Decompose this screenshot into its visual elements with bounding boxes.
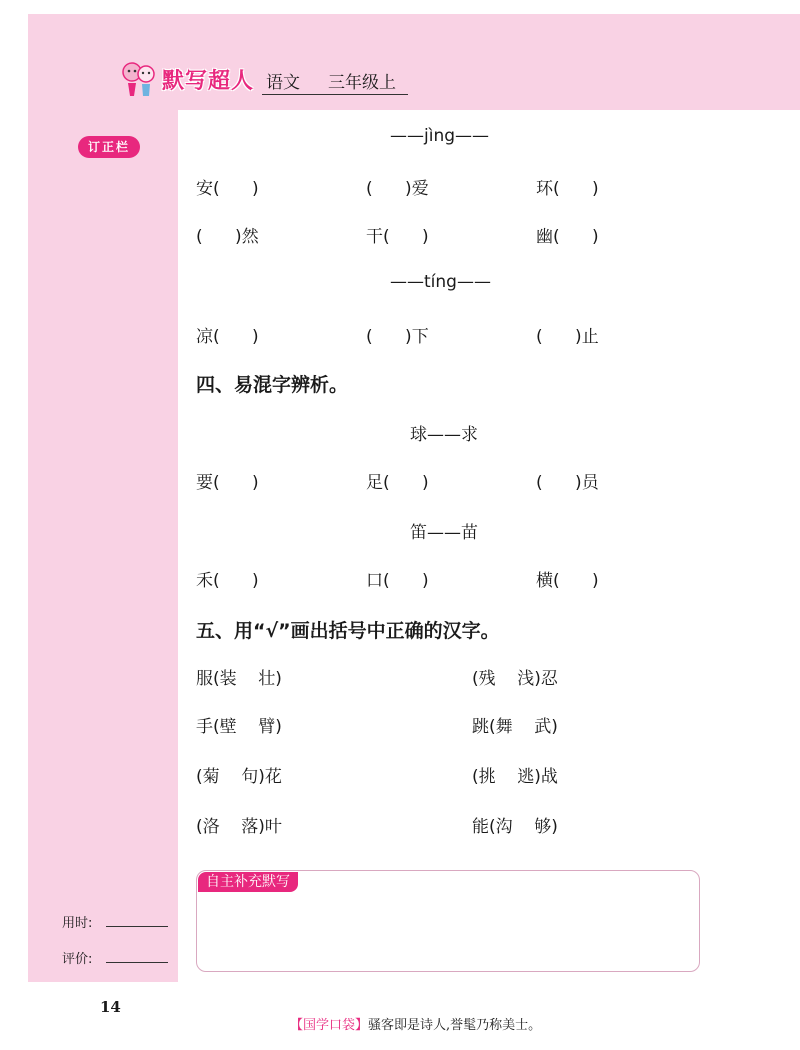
supplement-title: 自主补充默写 bbox=[198, 872, 298, 892]
choice-item: (洛 落)叶 bbox=[196, 817, 282, 837]
exercise-item: 干( ) bbox=[366, 227, 429, 247]
time-input-line[interactable] bbox=[106, 926, 168, 927]
pinyin-label-jing: ——jìng—— bbox=[390, 126, 490, 146]
exercise-item: 安( ) bbox=[196, 179, 259, 199]
exercise-item: 禾( ) bbox=[196, 571, 259, 591]
exercise-item: ( )爱 bbox=[366, 179, 429, 199]
exercise-item: ( )员 bbox=[536, 473, 599, 493]
mascot-logo-icon bbox=[120, 58, 158, 98]
exercise-item: 口( ) bbox=[366, 571, 429, 591]
score-input-line[interactable] bbox=[106, 962, 168, 963]
content-panel bbox=[178, 110, 800, 982]
score-label: 评价: bbox=[62, 952, 93, 967]
choice-item: (挑 逃)战 bbox=[472, 767, 558, 787]
exercise-item: 足( ) bbox=[366, 473, 429, 493]
pair-label-qiu: 球——求 bbox=[410, 425, 478, 445]
exercise-item: ( )止 bbox=[536, 327, 599, 347]
header-grade: 三年级上 bbox=[328, 73, 396, 93]
exercise-item: 横( ) bbox=[536, 571, 599, 591]
exercise-item: 幽( ) bbox=[536, 227, 599, 247]
footer-quote-text: 骚客即是诗人,誉髦乃称美士。 bbox=[368, 1018, 542, 1033]
footer-tag: 【国学口袋】 bbox=[290, 1018, 369, 1033]
time-label: 用时: bbox=[62, 916, 93, 931]
choice-item: 手(壁 臂) bbox=[196, 717, 282, 737]
header-underline bbox=[262, 94, 408, 95]
brand-logo: 默写超人 bbox=[162, 69, 255, 94]
exercise-item: ( )然 bbox=[196, 227, 259, 247]
correction-column-badge: 订正栏 bbox=[78, 136, 140, 158]
choice-item: 跳(舞 武) bbox=[472, 717, 558, 737]
exercise-item: ( )下 bbox=[366, 327, 429, 347]
pinyin-label-ting: ——tíng—— bbox=[390, 272, 491, 292]
exercise-item: 环( ) bbox=[536, 179, 599, 199]
choice-item: 服(装 壮) bbox=[196, 669, 282, 689]
section-heading-4: 四、易混字辨析。 bbox=[196, 374, 349, 396]
choice-item: 能(沟 够) bbox=[472, 817, 558, 837]
header-subject: 语文 bbox=[266, 73, 300, 93]
margin-band bbox=[28, 110, 178, 982]
choice-item: (残 浅)忍 bbox=[472, 669, 558, 689]
section-heading-5: 五、用“√”画出括号中正确的汉字。 bbox=[196, 620, 500, 642]
footer-quote bbox=[290, 1014, 541, 1033]
exercise-item: 凉( ) bbox=[196, 327, 259, 347]
pair-label-di: 笛——苗 bbox=[410, 523, 478, 543]
choice-item: (菊 句)花 bbox=[196, 767, 282, 787]
page-number: 14 bbox=[100, 998, 121, 1016]
exercise-item: 要( ) bbox=[196, 473, 259, 493]
